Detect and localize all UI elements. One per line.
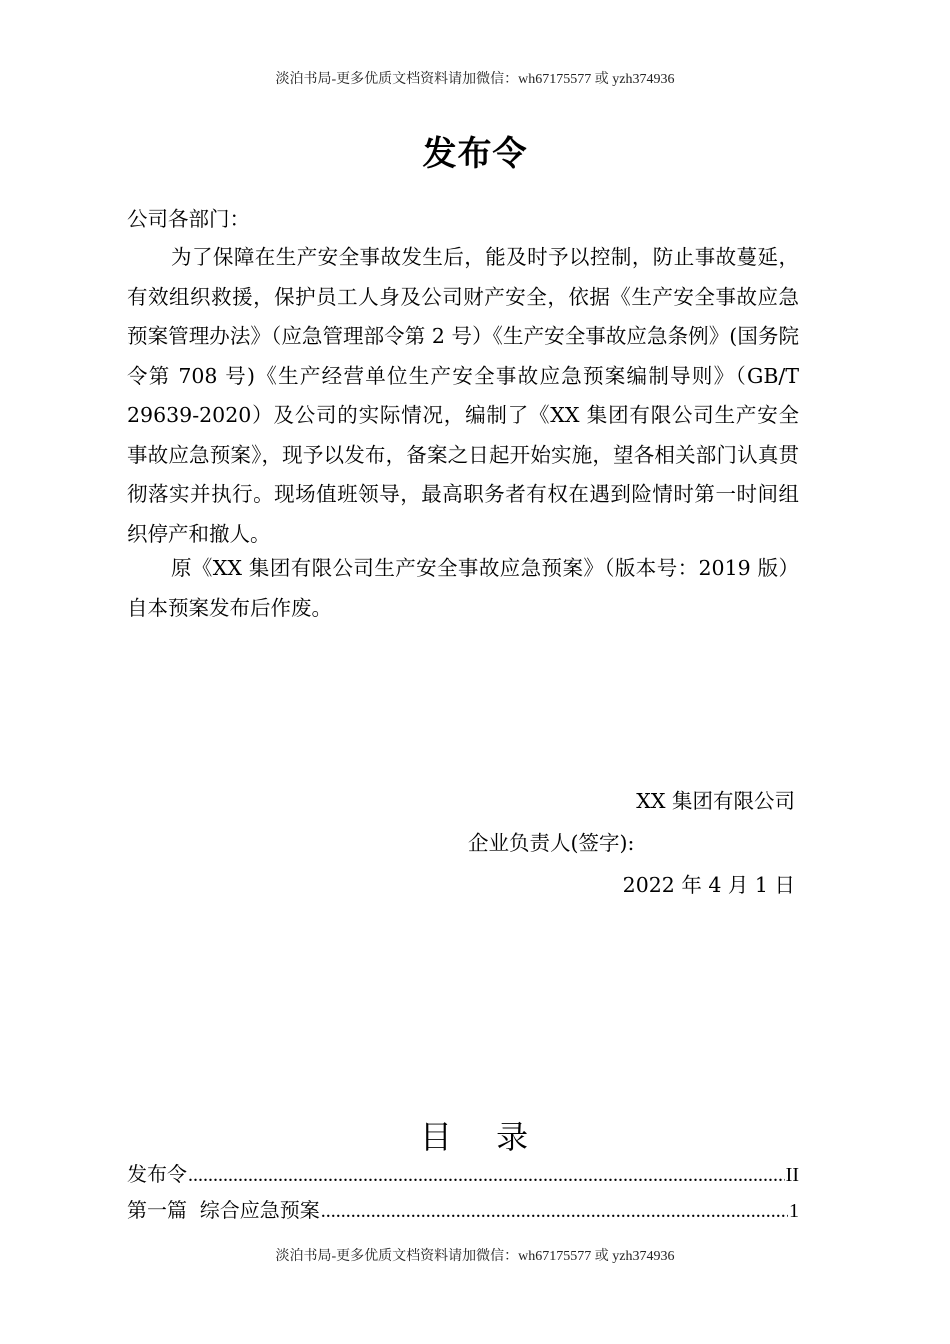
toc-entry-release-order[interactable] bbox=[127, 1158, 799, 1194]
signature-company: XX 集团有限公司 bbox=[636, 789, 795, 813]
salutation: 公司各部门： bbox=[127, 207, 250, 231]
signature-person: 企业负责人(签字): bbox=[468, 831, 635, 855]
toc-entry-page: II bbox=[785, 1164, 799, 1186]
watermark-header: 淡泊书局-更多优质文档资料请加微信：wh67175577 或 yzh374936 bbox=[275, 72, 675, 87]
page-title: 发布令 bbox=[422, 134, 528, 174]
table-of-contents bbox=[127, 1158, 799, 1230]
watermark-footer: 淡泊书局-更多优质文档资料请加微信：wh67175577 或 yzh374936 bbox=[275, 1249, 675, 1264]
toc-dot-leader bbox=[188, 1164, 785, 1187]
toc-entry-label: 第一篇 综合应急预案 bbox=[127, 1198, 320, 1222]
toc-entry-label: 发布令 bbox=[127, 1162, 187, 1186]
toc-dot-leader bbox=[321, 1200, 788, 1223]
toc-title: 目 录 bbox=[419, 1118, 531, 1156]
body-paragraph-2: 原《XX 集团有限公司生产安全事故应急预案》（版本号：2019 版）自本预案发布后作废。 bbox=[127, 556, 799, 620]
signature-date: 2022 年 4 月 1 日 bbox=[622, 873, 795, 897]
toc-entry-comprehensive-plan[interactable] bbox=[127, 1194, 799, 1230]
toc-entry-page: 1 bbox=[789, 1200, 799, 1222]
body-paragraph-1: 为了保障在生产安全事故发生后，能及时予以控制，防止事故蔓延，有效组织救援，保护员工人身及公司财产安全，依据《生产安全事故应急预案管理办法》（应急管理部令第 2 号）《生产安全事故应急条例》(国务院令第 708 号)《生产经营单位生产安全事故应急预案编制导则》（GB/T 29639-2020）及公司的实际情况，编制了《XX 集团有限公司生产安全事故应急预案》，现予以发布，备案之日起开始实施，望各相关部门认真贯彻落实并执行。现场值班领导，最高职务者有权在遇到险情时第一时间组织停产和撤人。 bbox=[127, 245, 799, 546]
